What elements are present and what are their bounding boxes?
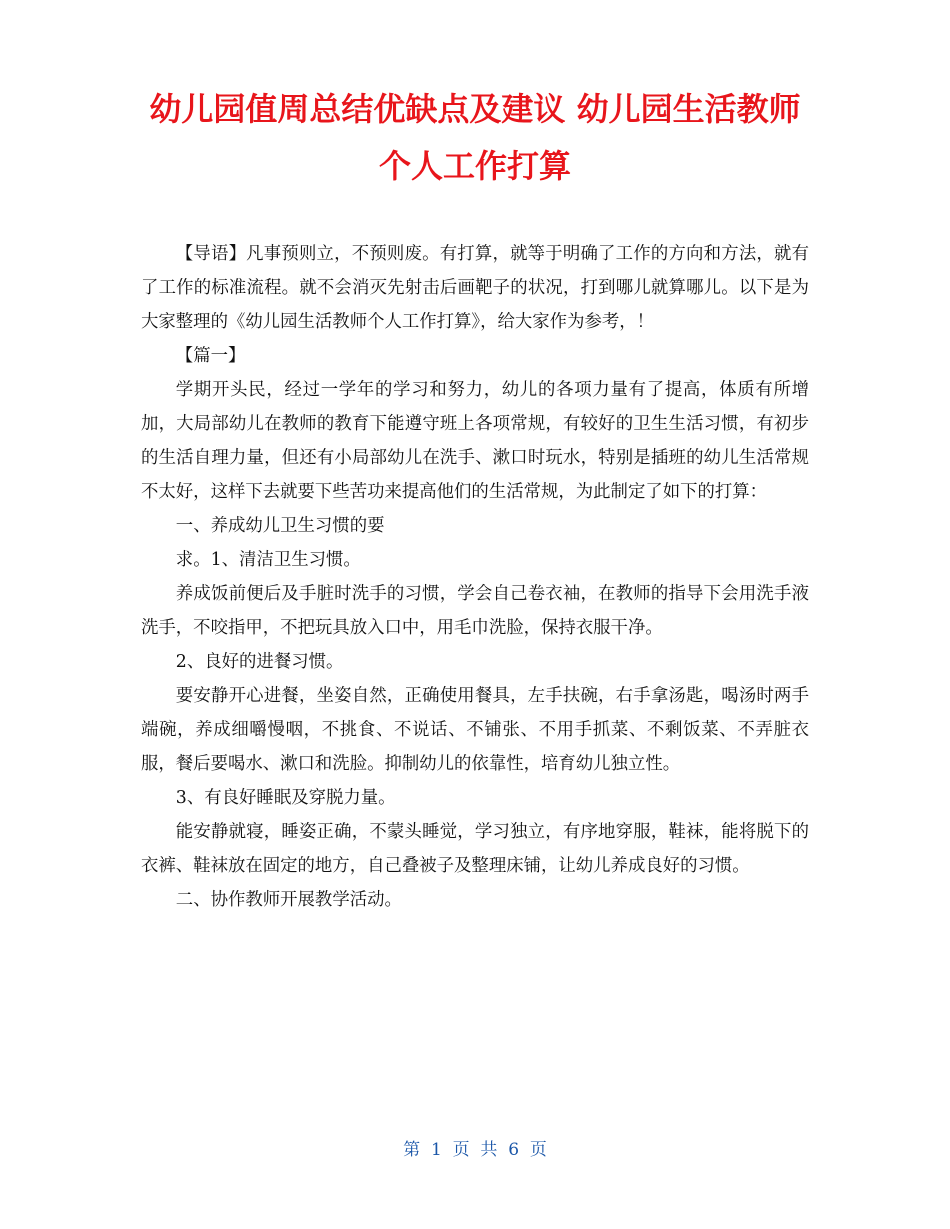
- page-footer: [0, 1135, 950, 1160]
- document-body: [141, 237, 809, 917]
- paragraph-subheading-2: 2、良好的进餐习惯。: [175, 652, 344, 672]
- paragraph-dining: 要安静开心进餐，坐姿自然，正确使用餐具，左手扶碗，右手拿汤匙，喝汤时两手端碗，养成细嚼慢咽，不挑食、不说话、不铺张、不用手抓菜、不剩饭菜、不弄脏衣服，餐后要喝水、漱口和洗脸。抑制幼儿的依靠性，培育幼儿独立性。: [141, 686, 809, 774]
- paragraph-section-heading: 【篇一】: [175, 346, 246, 366]
- paragraph-heading-1: 一、养成幼儿卫生习惯的要: [175, 516, 385, 536]
- footer-label-total: 共: [480, 1140, 498, 1160]
- document-title-line-1: 幼儿园值周总结优缺点及建议 幼儿园生活教师: [149, 90, 801, 128]
- paragraph-heading-2: 二、协作教师开展教学活动。: [175, 890, 402, 910]
- paragraph-overview: 学期开头民，经过一学年的学习和努力，幼儿的各项力量有了提高，体质有所增加，大局部幼儿在教师的教育下能遵守班上各项常规，有较好的卫生生活习惯，有初步的生活自理力量，但还有小局部幼儿在洗手、漱口时玩水，特别是插班的幼儿生活常规不太好，这样下去就要下些苦功来提高他们的生活常规，为此制定了如下的打算：: [141, 380, 809, 502]
- paragraph-intro: 【导语】凡事预则立，不预则废。有打算，就等于明确了工作的方向和方法，就有了工作的标准流程。就不会消灭先射击后画靶子的状况，打到哪儿就算哪儿。以下是为大家整理的《幼儿园生活教师个人工作打算》，给大家作为参考，！: [141, 244, 809, 332]
- paragraph-sleep: 能安静就寝，睡姿正确，不蒙头睡觉，学习独立，有序地穿服，鞋袜，能将脱下的衣裤、鞋袜放在固定的地方，自己叠被子及整理床铺，让幼儿养成良好的习惯。: [141, 822, 809, 876]
- footer-current-page: 1: [430, 1140, 442, 1160]
- paragraph-hygiene: 养成饭前便后及手脏时洗手的习惯，学会自己卷衣袖，在教师的指导下会用洗手液洗手，不咬指甲，不把玩具放入口中，用毛巾洗脸，保持衣服干净。: [141, 584, 809, 638]
- footer-label-page-unit: 页: [452, 1140, 470, 1160]
- paragraph-subheading-3: 3、有良好睡眠及穿脱力量。: [175, 788, 396, 808]
- document-title-line-2: 个人工作打算: [378, 147, 571, 185]
- footer-total-pages: 6: [508, 1140, 520, 1160]
- paragraph-subheading-1: 求。1、清洁卫生习惯。: [175, 550, 361, 570]
- footer-label-page: 第: [403, 1140, 421, 1160]
- footer-label-total-unit: 页: [529, 1140, 547, 1160]
